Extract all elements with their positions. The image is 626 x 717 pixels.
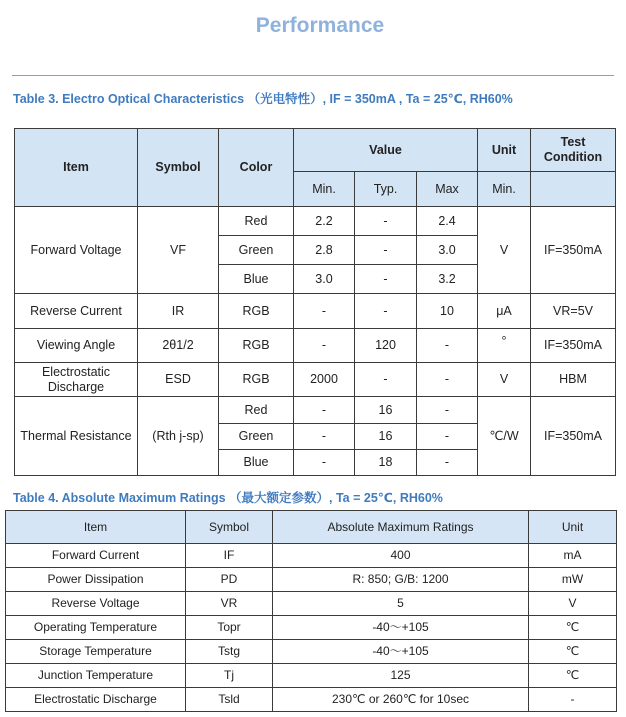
cell-typ: - [355, 265, 417, 294]
header-test-condition: Test Condition [531, 129, 616, 172]
table-row [6, 640, 617, 664]
cell-rating: R: 850; G/B: 1200 [273, 568, 529, 592]
cell-color: Blue [219, 265, 294, 294]
cell-item: Forward Voltage [15, 207, 138, 294]
table-row [6, 544, 617, 568]
cell-unit: V [478, 207, 531, 294]
table-row [15, 207, 616, 236]
cell-item: Operating Temperature [6, 616, 186, 640]
cell-color: Blue [219, 450, 294, 476]
cell-item: Viewing Angle [15, 329, 138, 363]
header-rating: Absolute Maximum Ratings [273, 511, 529, 544]
cell-typ: 16 [355, 424, 417, 450]
cell-unit: μA [478, 294, 531, 329]
header-test-blank [531, 172, 616, 207]
electro-optical-table [14, 128, 616, 476]
table-row [6, 568, 617, 592]
cell-item: Forward Current [6, 544, 186, 568]
cell-min: 2000 [294, 363, 355, 397]
cell-min: - [294, 329, 355, 363]
cell-max: - [417, 363, 478, 397]
cell-unit: ° [478, 329, 531, 363]
cell-test: HBM [531, 363, 616, 397]
header-unit: Unit [478, 129, 531, 172]
cell-color: RGB [219, 363, 294, 397]
cell-unit: - [529, 688, 617, 712]
header-unit-min: Min. [478, 172, 531, 207]
cell-unit: ℃/W [478, 397, 531, 476]
cell-color: Red [219, 397, 294, 424]
cell-symbol: Tstg [186, 640, 273, 664]
cell-color: Red [219, 207, 294, 236]
cell-typ: - [355, 207, 417, 236]
cell-symbol: IF [186, 544, 273, 568]
table-row [15, 294, 616, 329]
cell-item: Thermal Resistance [15, 397, 138, 476]
cell-item: Reverse Voltage [6, 592, 186, 616]
cell-max: 3.2 [417, 265, 478, 294]
cell-min: 3.0 [294, 265, 355, 294]
cell-color: Green [219, 236, 294, 265]
cell-item: Junction Temperature [6, 664, 186, 688]
cell-unit: ℃ [529, 664, 617, 688]
header-color: Color [219, 129, 294, 207]
table-row [6, 688, 617, 712]
cell-max: 2.4 [417, 207, 478, 236]
page-title: Performance [255, 14, 385, 37]
header-max: Max [417, 172, 478, 207]
cell-typ: 120 [355, 329, 417, 363]
cell-symbol: IR [138, 294, 219, 329]
cell-rating: -40～+105 [273, 640, 529, 664]
cell-item: Power Dissipation [6, 568, 186, 592]
table-row [15, 363, 616, 397]
cell-unit: ℃ [529, 616, 617, 640]
cell-color: RGB [219, 329, 294, 363]
cell-typ: 18 [355, 450, 417, 476]
cell-color: Green [219, 424, 294, 450]
cell-min: - [294, 397, 355, 424]
cell-symbol: (Rth j-sp) [138, 397, 219, 476]
table3-caption: Table 3. Electro Optical Characteristics （光电特性）, IF = 350mA , Ta = 25℃, RH60% [13, 92, 513, 106]
cell-unit: ℃ [529, 640, 617, 664]
cell-max: - [417, 397, 478, 424]
cell-unit: V [478, 363, 531, 397]
cell-max: - [417, 329, 478, 363]
cell-min: 2.2 [294, 207, 355, 236]
cell-typ: - [355, 236, 417, 265]
table-row [6, 616, 617, 640]
header-unit: Unit [529, 511, 617, 544]
header-min: Min. [294, 172, 355, 207]
cell-max: 10 [417, 294, 478, 329]
cell-item: Reverse Current [15, 294, 138, 329]
cell-max: 3.0 [417, 236, 478, 265]
table-row [6, 664, 617, 688]
cell-item: Electrostatic Discharge [6, 688, 186, 712]
cell-min: - [294, 424, 355, 450]
cell-max: - [417, 450, 478, 476]
cell-color: RGB [219, 294, 294, 329]
table-row [6, 592, 617, 616]
cell-unit: V [529, 592, 617, 616]
cell-symbol: 2θ1/2 [138, 329, 219, 363]
cell-symbol: VR [186, 592, 273, 616]
cell-symbol: Tj [186, 664, 273, 688]
header-symbol: Symbol [138, 129, 219, 207]
absolute-max-ratings-table [5, 510, 617, 712]
cell-symbol: Tsld [186, 688, 273, 712]
header-item: Item [15, 129, 138, 207]
cell-max: - [417, 424, 478, 450]
cell-symbol: PD [186, 568, 273, 592]
cell-symbol: Topr [186, 616, 273, 640]
cell-rating: 5 [273, 592, 529, 616]
header-typ: Typ. [355, 172, 417, 207]
cell-rating: 230℃ or 260℃ for 10sec [273, 688, 529, 712]
title-divider [12, 75, 614, 76]
header-value: Value [294, 129, 478, 172]
cell-rating: -40～+105 [273, 616, 529, 640]
cell-typ: 16 [355, 397, 417, 424]
table-row [15, 397, 616, 424]
cell-typ: - [355, 294, 417, 329]
cell-typ: - [355, 363, 417, 397]
cell-rating: 400 [273, 544, 529, 568]
cell-test: VR=5V [531, 294, 616, 329]
cell-symbol: VF [138, 207, 219, 294]
header-item: Item [6, 511, 186, 544]
cell-test: IF=350mA [531, 397, 616, 476]
cell-item: Storage Temperature [6, 640, 186, 664]
cell-symbol: ESD [138, 363, 219, 397]
cell-unit: mA [529, 544, 617, 568]
header-symbol: Symbol [186, 511, 273, 544]
cell-min: 2.8 [294, 236, 355, 265]
cell-unit: mW [529, 568, 617, 592]
cell-rating: 125 [273, 664, 529, 688]
table4-caption: Table 4. Absolute Maximum Ratings （最大额定参数）, Ta = 25℃, RH60% [13, 491, 443, 505]
table-row [15, 329, 616, 363]
cell-test: IF=350mA [531, 329, 616, 363]
cell-min: - [294, 294, 355, 329]
cell-item: Electrostatic Discharge [15, 363, 138, 397]
cell-min: - [294, 450, 355, 476]
cell-test: IF=350mA [531, 207, 616, 294]
